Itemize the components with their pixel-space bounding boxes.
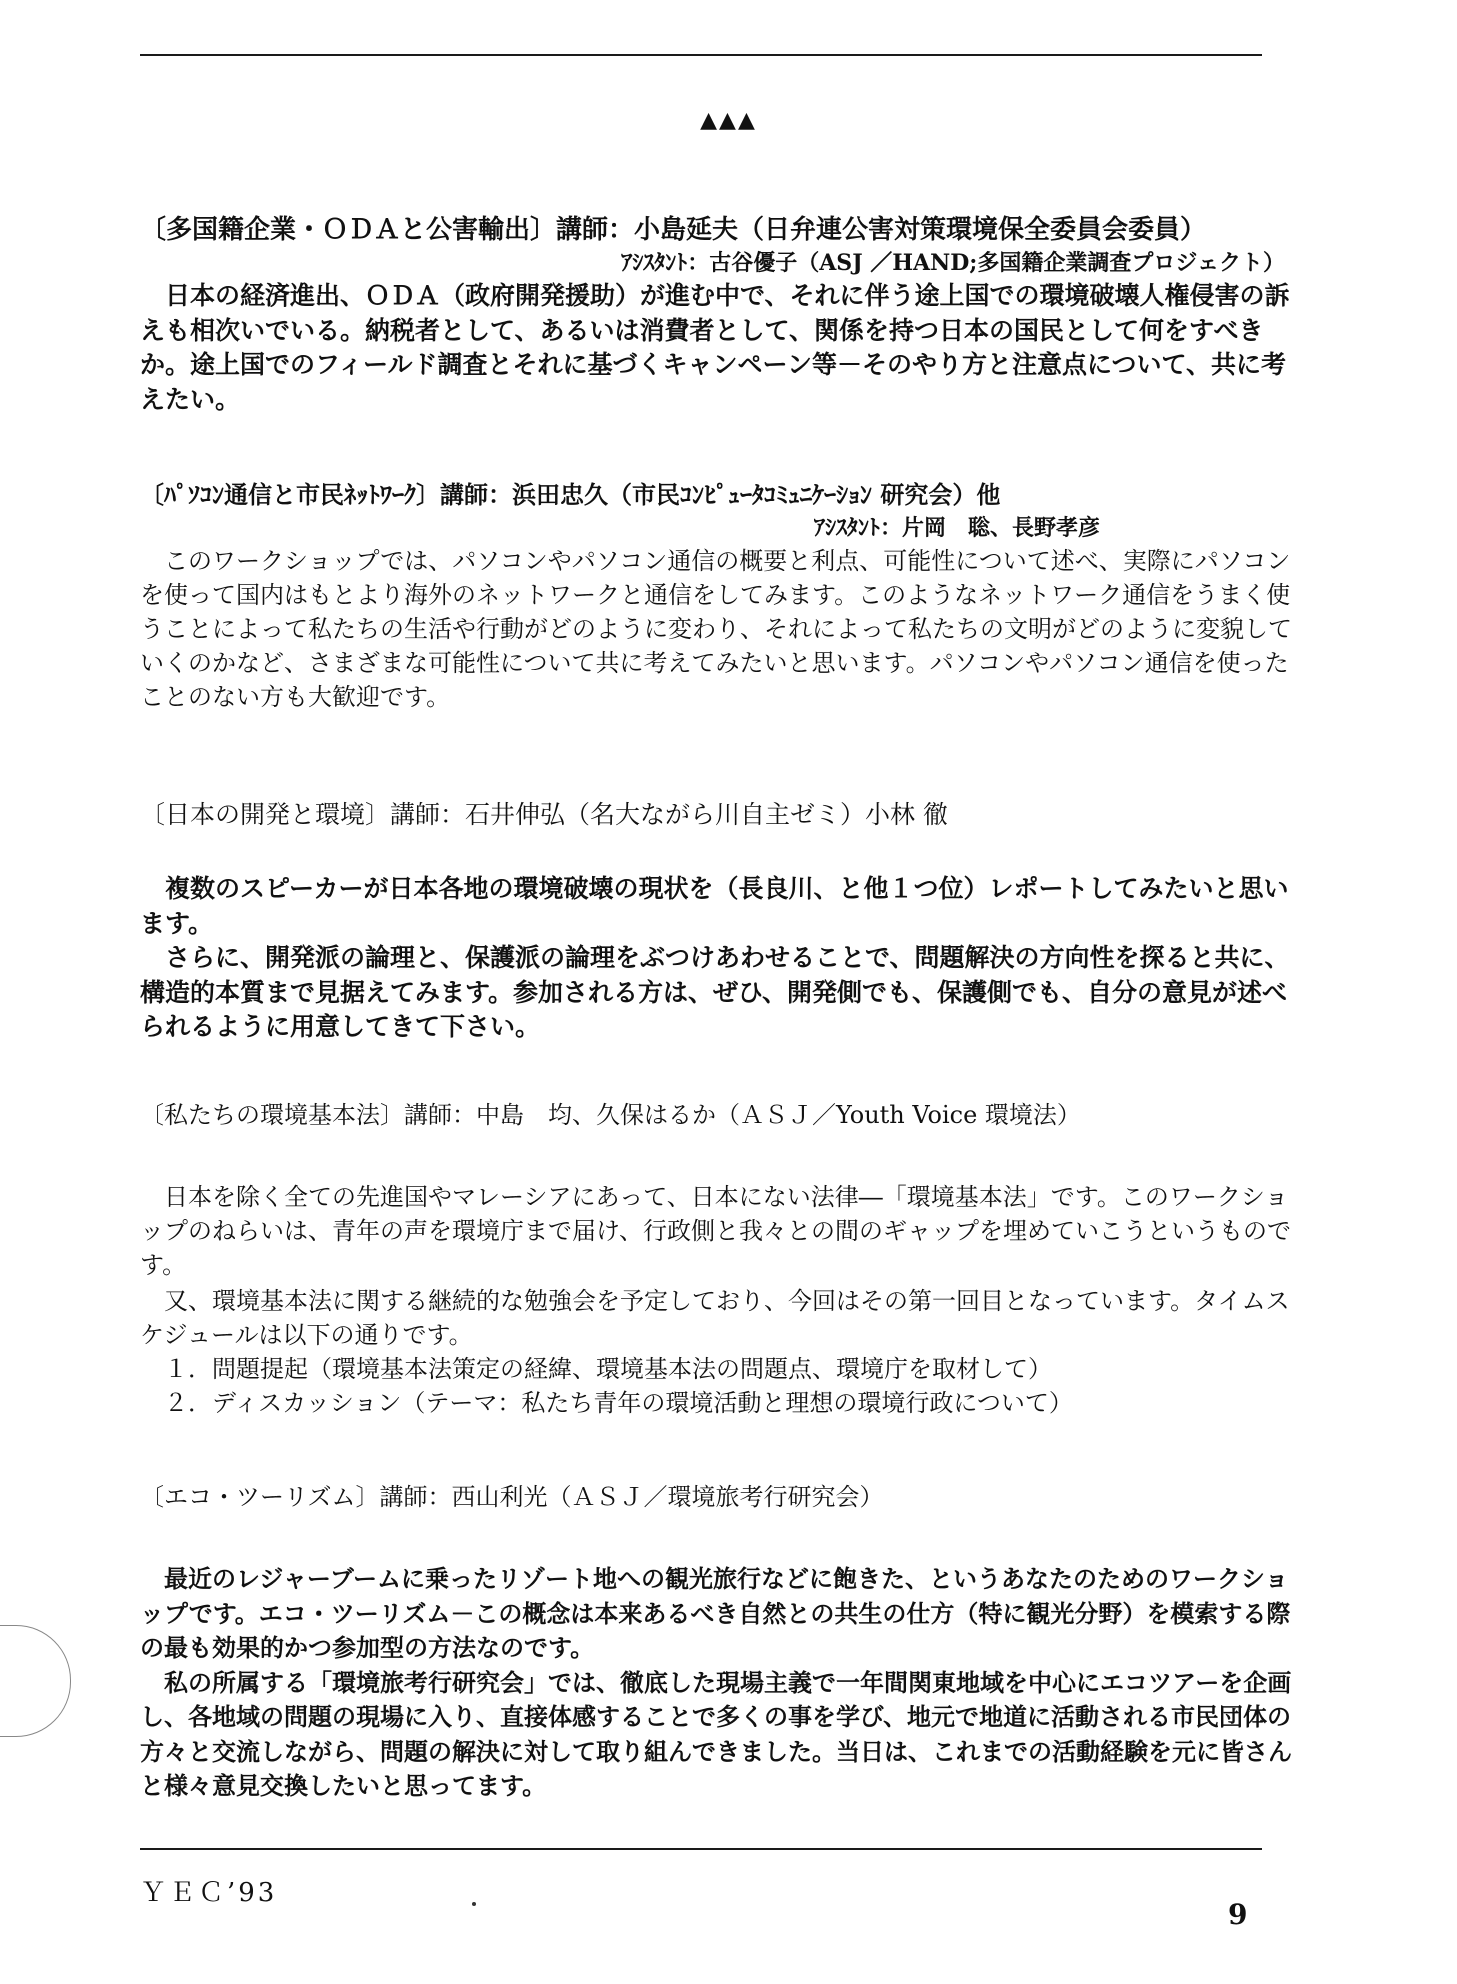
paragraph: 又、環境基本法に関する継続的な勉強会を予定しており、今回はその第一回目となっています。タイムスケジュールは以下の通りです。 bbox=[140, 1287, 1290, 1349]
scan-speck bbox=[472, 1902, 476, 1906]
section-heading: 〔日本の開発と環境〕講師：石井伸弘（名大ながら川自主ゼミ）小林 徹 bbox=[140, 800, 948, 829]
section-heading: 〔多国籍企業・ＯＤＡと公害輸出〕講師：小島延夫（日弁連公害対策環境保全委員会委員） bbox=[140, 215, 1207, 245]
section-heading: 〔ﾊﾟｿｺﾝ通信と市民ﾈｯﾄﾜｰｸ〕講師：浜田忠久（市民ｺﾝﾋﾟｭｰﾀｺﾐｭﾆｹｰｼｮﾝ 研究会）他 bbox=[140, 480, 1001, 509]
triangle-ornament: ▲▲▲ bbox=[700, 108, 757, 133]
schedule-item: ２．ディスカッション（テーマ：私たち青年の環境活動と理想の環境行政について） bbox=[140, 1389, 1073, 1417]
binding-hole-mark bbox=[0, 1625, 71, 1737]
paragraph: 最近のレジャーブームに乗ったリゾート地への観光旅行などに飽きた、というあなたのためのワークショップです。エコ・ツーリズム－この概念は本来あるべき自然との共生の仕方（特に観光分野）を模索する際の最も効果的かつ参加型の方法なのです。 bbox=[140, 1564, 1291, 1662]
paragraph: 複数のスピーカーが日本各地の環境破壊の現状を（長良川、と他１つ位）レポートしてみたいと思います。 bbox=[140, 874, 1289, 938]
top-rule bbox=[140, 54, 1262, 56]
workshop-eco-tourism bbox=[140, 1480, 1305, 1804]
bottom-rule bbox=[140, 1848, 1262, 1850]
footer-publication: ＹＥＣ’93 bbox=[140, 1878, 278, 1908]
section-body bbox=[140, 1180, 1305, 1420]
workshop-japan-development bbox=[140, 798, 1305, 1045]
section-body bbox=[140, 279, 1305, 417]
workshop-multinational-oda bbox=[140, 213, 1305, 417]
section-heading: 〔エコ・ツーリズム〕講師：西山利光（ＡＳＪ／環境旅考行研究会） bbox=[140, 1483, 884, 1511]
section-heading: 〔私たちの環境基本法〕講師：中島 均、久保はるか（ＡＳＪ／Youth Voice 環境法） bbox=[140, 1101, 1081, 1129]
paragraph: 日本を除く全ての先進国やマレーシアにあって、日本にない法律―「環境基本法」です。このワークショップのねらいは、青年の声を環境庁まで届け、行政側と我々との間のギャップを埋めていこうというものです。 bbox=[140, 1183, 1292, 1279]
section-body bbox=[140, 872, 1305, 1045]
assistant-line: ｱｼｽﾀﾝﾄ：古谷優子（ASJ ／HAND;多国籍企業調査プロジェクト） bbox=[621, 250, 1285, 276]
paragraph: このワークショップでは、パソコンやパソコン通信の概要と利点、可能性について述べ、実際にパソコンを使って国内はもとより海外のネットワークと通信をしてみます。このようなネットワーク通信をうまく使うことによって私たちの生活や行動がどのように変わり、それによって私たちの文明がどのように変貌していくのかなど、さまざまな可能性について共に考えてみたいと思います。パソコンやパソコン通信を使ったことのない方も大歓迎です。 bbox=[140, 547, 1292, 711]
assistant-line: ｱｼｽﾀﾝﾄ：片岡 聡、長野孝彦 bbox=[813, 515, 1100, 541]
section-body bbox=[140, 544, 1305, 714]
section-body bbox=[140, 1562, 1305, 1804]
schedule-item: １．問題提起（環境基本法策定の経緯、環境基本法の問題点、環境庁を取材して） bbox=[140, 1355, 1052, 1383]
page-number: 9 bbox=[1228, 1898, 1248, 1931]
paragraph: 私の所属する「環境旅考行研究会」では、徹底した現場主義で一年間関東地域を中心にエコツアーを企画し、各地域の問題の現場に入り、直接体感することで多くの事を学び、地元で地道に活動される市民団体の方々と交流しながら、問題の解決に対して取り組んできました。当日は、これまでの活動経験を元に皆さんと様々意見交換したいと思ってます。 bbox=[140, 1667, 1292, 1800]
paragraph: 日本の経済進出、ＯＤＡ（政府開発援助）が進む中で、それに伴う途上国での環境破壊人権侵害の訴えも相次いでいる。納税者として、あるいは消費者として、関係を持つ日本の国民として何をすべきか。途上国でのフィールド調査とそれに基づくキャンペーン等－そのやり方と注意点について、共に考えたい。 bbox=[140, 281, 1290, 414]
paragraph: さらに、開発派の論理と、保護派の論理をぶつけあわせることで、問題解決の方向性を探ると共に、構造的本質まで見据えてみます。参加される方は、ぜひ、開発側でも、保護側でも、自分の意見が述べられるように用意してきて下さい。 bbox=[140, 943, 1290, 1041]
workshop-environment-law bbox=[140, 1098, 1305, 1420]
workshop-pc-network bbox=[140, 478, 1305, 714]
